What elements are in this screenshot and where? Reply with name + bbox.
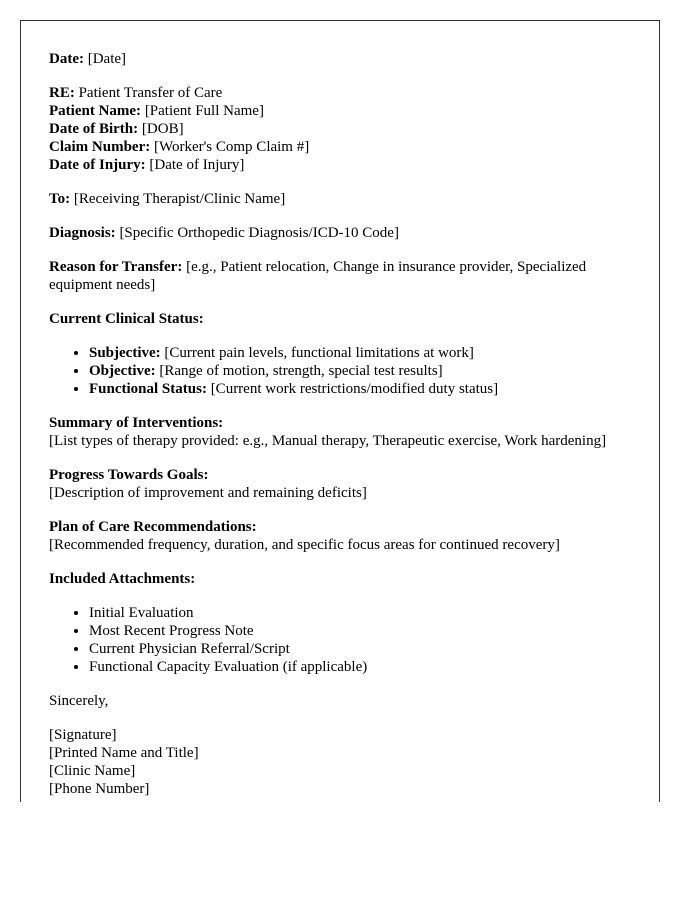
closing: Sincerely, [49,693,109,709]
subjective-value: [Current pain levels, functional limitations at work] [160,345,474,361]
signature-line: [Signature] [49,727,117,743]
functional-status-value: [Current work restrictions/modified duty status] [206,381,499,397]
diagnosis-line [49,224,631,242]
claim-number-value: [Worker's Comp Claim #] [150,139,310,155]
progress-section [49,466,631,502]
date-of-injury-value: [Date of Injury] [145,157,245,173]
reason-line [49,258,631,294]
reason-value: [e.g., Patient relocation, Change in insurance provider, Specialized equipment needs] [49,259,587,293]
attachments-heading: Included Attachments: [49,571,196,587]
progress-heading: Progress Towards Goals: [49,467,209,483]
plan-text: [Recommended frequency, duration, and specific focus areas for continued recovery] [49,537,560,553]
document-page [20,20,660,802]
functional-status-label: Functional Status: [89,381,207,397]
dob-line [49,121,184,137]
re-label: RE: [49,85,75,101]
date-of-injury-line [49,157,244,173]
phone-number-line: [Phone Number] [49,781,150,797]
to-value: [Receiving Therapist/Clinic Name] [70,191,286,207]
progress-text: [Description of improvement and remaining deficits] [49,485,367,501]
to-line [49,190,631,208]
list-item: • Initial Evaluation [89,604,631,622]
date-line [49,50,631,68]
signature-block [49,726,631,798]
patient-name-line [49,103,264,119]
list-item: • Current Physician Referral/Script [89,640,631,658]
diagnosis-label: Diagnosis: [49,225,116,241]
interventions-heading: Summary of Interventions: [49,415,224,431]
attachments-list [49,604,631,676]
patient-name-label: Patient Name: [49,103,142,119]
subjective-label: Subjective: [89,345,161,361]
reason-label: Reason for Transfer: [49,259,183,275]
list-item: • Functional Capacity Evaluation (if applicable) [89,658,631,676]
objective-value: [Range of motion, strength, special test results] [155,363,443,379]
dob-label: Date of Birth: [49,121,139,137]
clinical-status-heading: Current Clinical Status: [49,311,204,327]
interventions-section [49,414,631,450]
to-label: To: [49,191,71,207]
objective-label: Objective: [89,363,156,379]
clinic-name-line: [Clinic Name] [49,763,136,779]
re-line [49,85,222,101]
header-block [49,84,631,174]
list-item [89,380,631,398]
clinical-status-list [49,344,631,398]
dob-value: [DOB] [138,121,184,137]
claim-number-label: Claim Number: [49,139,151,155]
letter-body [21,21,659,798]
interventions-text: [List types of therapy provided: e.g., Manual therapy, Therapeutic exercise, Work hardening] [49,433,607,449]
plan-section [49,518,631,554]
list-item [89,362,631,380]
date-value: [Date] [83,51,127,67]
patient-name-value: [Patient Full Name] [141,103,264,119]
list-item: • Most Recent Progress Note [89,622,631,640]
date-of-injury-label: Date of Injury: [49,157,146,173]
claim-number-line [49,139,309,155]
date-label: Date: [49,51,84,67]
diagnosis-value: [Specific Orthopedic Diagnosis/ICD-10 Code] [115,225,399,241]
re-value: Patient Transfer of Care [74,85,223,101]
printed-name-line: [Printed Name and Title] [49,745,199,761]
list-item [89,344,631,362]
plan-heading: Plan of Care Recommendations: [49,519,257,535]
